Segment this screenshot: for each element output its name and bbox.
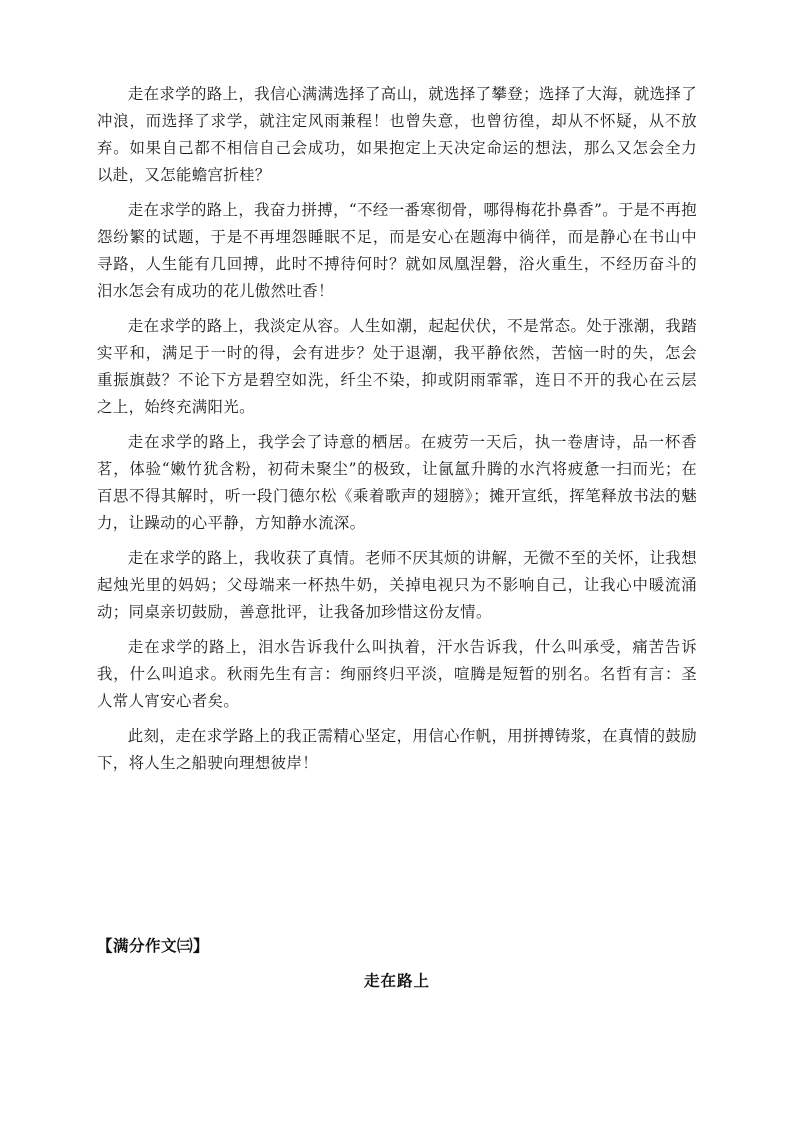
- paragraph-2: 走在求学的路上，我奋力拼搏，“不经一番寒彻骨，哪得梅花扑鼻香”。于是不再抱怨纷繁的试题，于是不再埋怨睡眠不足，而是安心在题海中徜徉，而是静心在书山中寻路，人生能有几回搏，此时不搏待何时？就如凤凰涅磐，浴火重生，不经历奋斗的汨水怎会有成功的花儿傲然吐香！: [97, 201, 698, 300]
- paragraph-4: 走在求学的路上，我学会了诗意的栖居。在疲劳一天后，执一卷唐诗，品一杯香茗，体验“嫩竹犹含粉，初荷未聚尘”的极致，让氤氲升腾的水汽将疲惫一扫而光；在百思不得其解时，听一段门德尔松《乘着歌声的翅膀》；摊开宣纸，挥笔释放书法的魅力，让躁动的心平静，方知静水流深。: [97, 433, 697, 532]
- essay-body: [97, 81, 697, 785]
- paragraph-7: 此刻，走在求学路上的我正需精心坚定，用信心作帆，用拼搏铸浆，在真情的鼓励下，将人生之船驶向理想彼岸！: [97, 727, 697, 772]
- paragraph-3: 走在求学的路上，我淡定从容。人生如潮，起起伏伏，不是常态。处于涨潮，我踏实平和，满足于一时的得，会有进步？处于退潮，我平静依然，苦恼一时的失，怎会重振旗鼓？不论下方是碧空如洗，纤尘不染，抑或阴雨霏霏，连日不开的我心在云层之上，始终充满阳光。: [97, 317, 697, 416]
- essay-title: 走在路上: [363, 972, 430, 990]
- paragraph-1: 走在求学的路上，我信心满满选择了高山，就选择了攀登；选择了大海，就选择了冲浪，而选择了求学，就注定风雨兼程！也曾失意，也曾彷徨，却从不怀疑，从不放弃。如果自己都不相信自己会成功，如果抱定上天决定命运的想法，那么又怎会全力以赴，又怎能蟾宫折桂？: [97, 85, 697, 184]
- paragraph-5: 走在求学的路上，我收获了真情。老师不厌其烦的讲解，无微不至的关怀，让我想起烛光里的妈妈；父母端来一杯热牛奶，关掉电视只为不影响自己，让我心中暖流涌动；同桌亲切鼓励，善意批评，让我备加珍惜这份友情。: [97, 549, 697, 621]
- paragraph-6: 走在求学的路上，泪水告诉我什么叫执着，汗水告诉我，什么叫承受，痛苦告诉我，什么叫追求。秋雨先生有言：绚丽终归平淡，喧腾是短暂的别名。名哲有言：圣人常人宵安心者矣。: [97, 638, 697, 710]
- section-label: 【满分作文㈢】: [97, 937, 210, 955]
